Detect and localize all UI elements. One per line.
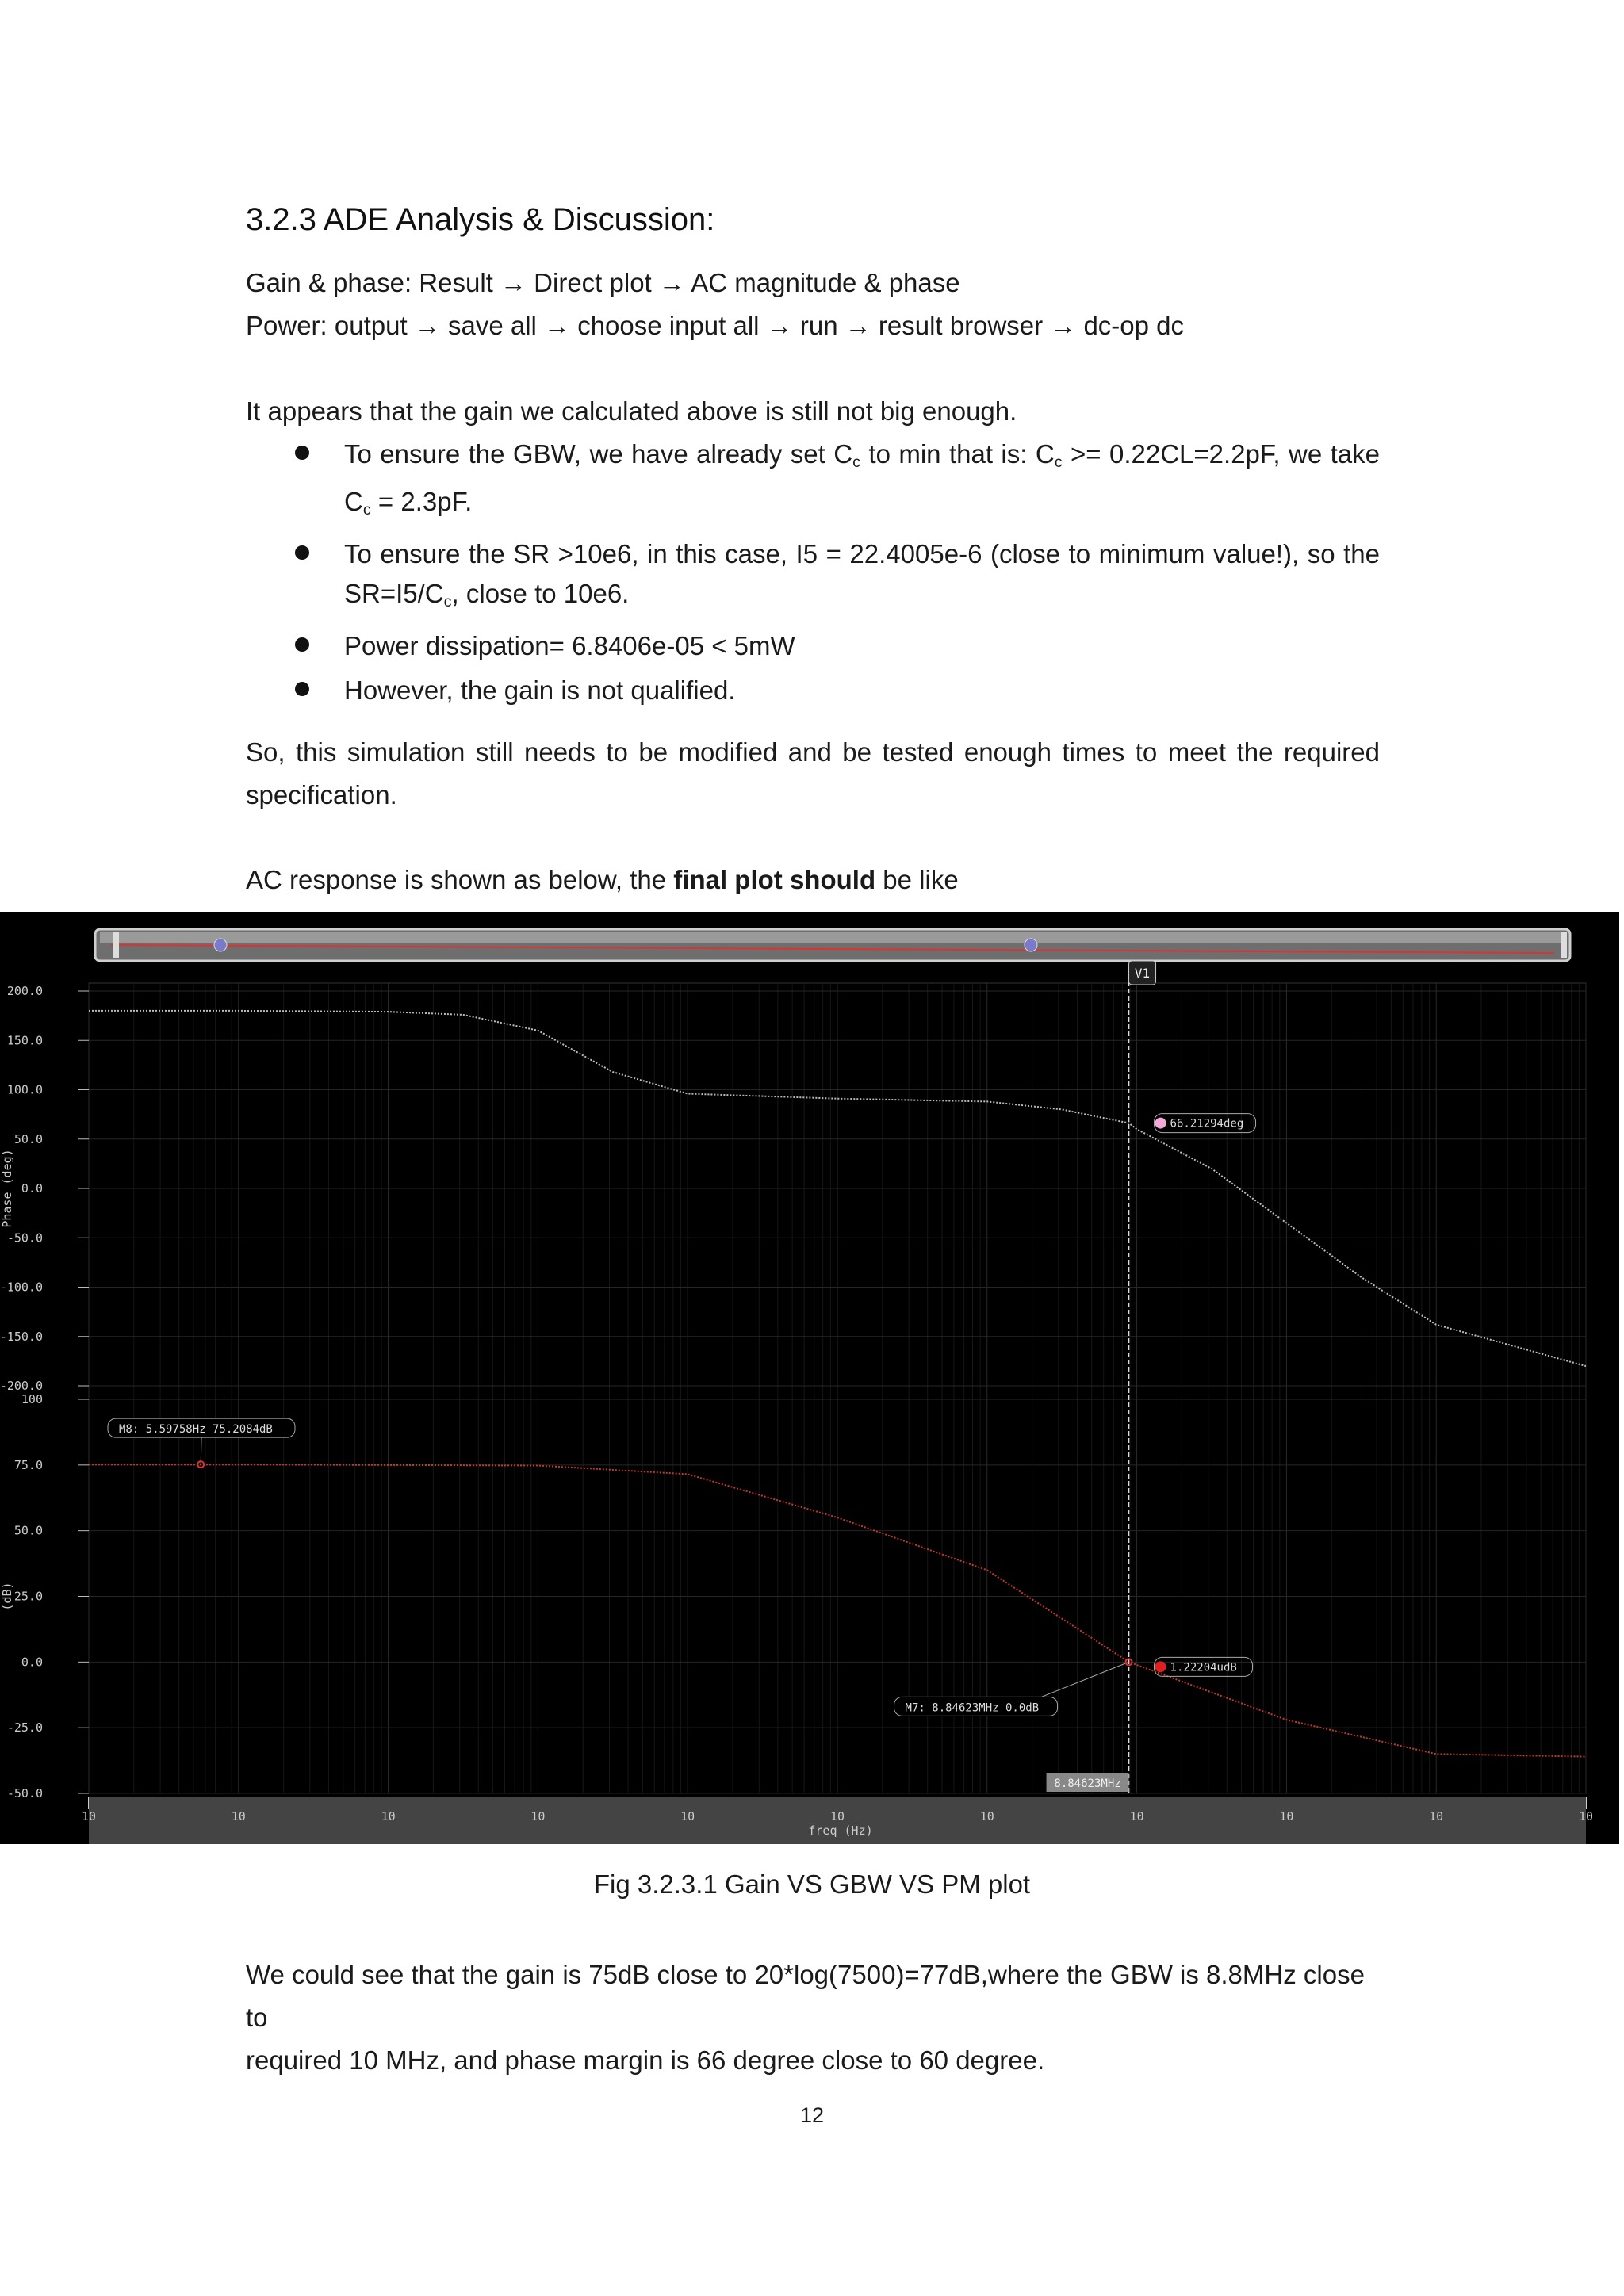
- marker-m8-label: M8: 5.59758Hz 75.2084dB: [119, 1423, 273, 1437]
- magnitude-marker-label: 1.22204udB: [1170, 1661, 1237, 1674]
- analysis-block: [246, 390, 1380, 715]
- marker-m7-label: M7: 8.84623MHz 0.0dB: [905, 1701, 1040, 1715]
- ac-response-plot: [0, 912, 1619, 1844]
- ac-intro-text: AC response is shown as below, the final plot should be like: [246, 865, 959, 894]
- phase-marker-dot: [1155, 1118, 1166, 1129]
- x-tick-label: 10: [1279, 1809, 1294, 1823]
- bullet-item: To ensure the GBW, we have already set $C_c$ to min that is: $C_c >= 0.22CL=2.2pF$, we take $C_c = 2.3pF$.: [246, 434, 1380, 530]
- conclusion-line: required 10 MHz, and phase margin is 66 degree close to 60 degree.: [246, 2045, 1045, 2075]
- phase-tick-label: 50.0: [13, 1131, 43, 1146]
- intro-block: [246, 262, 1380, 347]
- bullet-icon: [295, 682, 309, 696]
- phase-tick-label: -200.0: [0, 1379, 43, 1393]
- page-number: 12: [799, 2103, 825, 2127]
- magnitude-axis-label: (dB): [0, 1582, 14, 1611]
- magnitude-marker-dot: [1155, 1661, 1166, 1672]
- x-tick-label: 10: [829, 1809, 845, 1823]
- phase-axis-label: Phase (deg): [0, 1149, 14, 1228]
- conclusion-line: We could see that the gain is 75dB close to 20*log(7500)=77dB,where the GBW is 8.8MHz close to: [246, 1960, 1365, 2032]
- x-tick-label: 10: [680, 1809, 695, 1823]
- bullet-icon: [295, 545, 309, 560]
- scrollbar-handle-right: [1561, 932, 1567, 958]
- magnitude-tick-label: 100: [21, 1392, 43, 1406]
- scrollbar-handle-left: [113, 932, 119, 958]
- magnitude-tick-label: 25.0: [13, 1589, 43, 1604]
- bullet-list: [246, 434, 1380, 710]
- scrollbar-marker-icon: [1025, 939, 1037, 951]
- magnitude-tick-label: -50.0: [6, 1786, 43, 1800]
- cursor-label: V1: [1134, 966, 1151, 981]
- phase-tick-label: 0.0: [21, 1181, 43, 1196]
- phase-tick-label: 200.0: [6, 984, 43, 998]
- figure-caption: Fig 3.2.3.1 Gain VS GBW VS PM plot: [593, 1869, 1031, 1899]
- cursor-readout: 8.84623MHz: [1054, 1777, 1121, 1790]
- phase-tick-label: -100.0: [0, 1280, 43, 1295]
- bullet-icon: [295, 637, 309, 652]
- phase-tick-label: -50.0: [6, 1230, 43, 1246]
- phase-tick-label: 150.0: [6, 1033, 43, 1048]
- x-tick-label: 10: [1429, 1809, 1444, 1823]
- x-tick-label: 10: [381, 1809, 396, 1823]
- bullet-item: However, the gain is not qualified.: [246, 671, 1380, 710]
- ac-intro: [246, 859, 1380, 901]
- bullet-item: Power dissipation= 6.8406e-05 < 5mW: [246, 626, 1380, 666]
- x-tick-label: 10: [231, 1809, 246, 1823]
- scrollbar-highlight: [100, 932, 1565, 943]
- lead-sentence: It appears that the gain we calculated above is still not big enough.: [246, 396, 1017, 426]
- summary-paragraph: [246, 731, 1380, 817]
- x-tick-label: 10: [1578, 1809, 1594, 1823]
- intro-line: Gain & phase: Result → Direct plot → AC magnitude & phase: [246, 268, 960, 297]
- magnitude-tick-label: 75.0: [13, 1457, 43, 1472]
- phase-marker-label: 66.21294deg: [1170, 1117, 1244, 1131]
- magnitude-tick-label: 50.0: [13, 1523, 43, 1538]
- x-tick-label: 10: [979, 1809, 994, 1823]
- x-tick-label: 10: [1129, 1809, 1144, 1823]
- phase-tick-label: 100.0: [6, 1082, 43, 1097]
- x-axis-label: freq (Hz): [808, 1823, 873, 1838]
- section-heading: 3.2.3 ADE Analysis & Discussion:: [246, 202, 715, 237]
- scrollbar-marker-icon: [214, 939, 227, 951]
- x-tick-label: 10: [81, 1809, 97, 1823]
- x-tick-label: 10: [530, 1809, 546, 1823]
- intro-line: Power: output → save all → choose input all → run → result browser → dc-op dc: [246, 311, 1185, 340]
- bullet-icon: [295, 446, 309, 460]
- phase-tick-label: -150.0: [0, 1329, 43, 1344]
- magnitude-tick-label: -25.0: [6, 1720, 43, 1735]
- summary-text: So, this simulation still needs to be modified and be tested enough times to meet the required specification.: [246, 737, 1380, 809]
- magnitude-tick-label: 0.0: [21, 1655, 43, 1670]
- conclusion-block: [246, 1954, 1380, 2082]
- bullet-item: To ensure the SR >10e6, in this case, I5 = 22.4005e-6 (close to minimum value!), so the $SR=I5/C_c$, close to 10e6.: [246, 534, 1380, 622]
